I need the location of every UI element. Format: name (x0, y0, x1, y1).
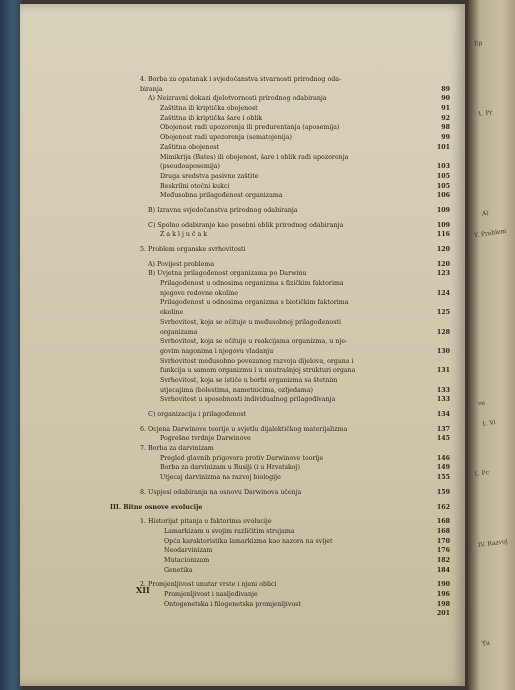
facing-page-text-fragment: Tu (481, 639, 491, 648)
toc-entry-title: A) Povijest problema (148, 260, 215, 268)
facing-page-text-fragment: A) (481, 209, 490, 218)
toc-entry-title: C) organizacija i prilagođenost (148, 411, 247, 418)
toc-entry (110, 192, 450, 202)
toc-entry-page: 89 (441, 85, 450, 93)
facing-page-text-fragment: 1. Pr (477, 109, 493, 118)
toc-entry-page: 91 (441, 105, 450, 113)
toc-entry-page: 168 (436, 527, 450, 535)
toc-entry-title: 4. Borba za opstanak i svjedočanstva stvarnosti prirodnog oda- (140, 76, 342, 83)
toc-entry (110, 504, 450, 514)
toc-entry-page: 92 (441, 114, 450, 122)
toc-entry-title: organizama (160, 328, 198, 336)
toc-entry (110, 309, 450, 319)
toc-entry (110, 231, 450, 241)
toc-entry-page: 182 (436, 556, 450, 564)
toc-entry-title: Svrhovitost, koja se očituje u međusobnoj prilagođenosti (160, 318, 341, 326)
toc-entry (110, 261, 450, 271)
toc-entry-title: Svrhovitost, koja se ističe u borbi organizma sa štetnim (160, 376, 338, 384)
toc-entry (110, 134, 450, 144)
toc-entry-title: 6. Ocjena Darwinove teorije u svjetlu dijalektičkog materijalizma (140, 425, 348, 433)
toc-entry-title: 1. Historijat pitanja o faktorima evolucije (140, 518, 272, 526)
toc-entry (110, 518, 450, 528)
toc-entry (110, 367, 450, 377)
toc-entry-title: utjecajima (bolestima, nametnicima, ozljedama) (160, 386, 313, 394)
toc-entry-title: Opća karakteristika lamarkizma kao nazora na svijet (164, 537, 333, 545)
toc-entry-title: Borba za darvinizam u Rusiji (i u Hrvatskoj) (160, 464, 300, 472)
toc-entry (110, 144, 450, 154)
toc-entry (110, 557, 450, 567)
toc-entry-page: 103 (436, 163, 450, 171)
toc-entry-title: okoline (160, 309, 184, 317)
facing-page-text-fragment: Ep (473, 39, 483, 48)
toc-entry (110, 426, 450, 436)
toc-entry-page: 198 (436, 600, 450, 608)
toc-entry-title: Pogrešne tvrdnje Darwinove (160, 435, 251, 443)
toc-entry-title: govim nagonima i njegovu vladanju (160, 347, 274, 355)
toc-entry (110, 455, 450, 465)
toc-entry-page: 125 (436, 309, 450, 317)
toc-entry-title: Utjecaj darvinizma na razvoj biologije (160, 474, 281, 482)
facing-page-edge (468, 0, 515, 690)
toc-entry (110, 377, 450, 387)
toc-entry (110, 348, 450, 358)
toc-entry-page: 145 (436, 435, 450, 443)
toc-entry-page: 128 (436, 328, 450, 336)
toc-entry-title: Lamarkizam u svojim različitim strujama (164, 527, 295, 535)
toc-entry-title: Ontogenetska i filogenetska promjenljivost (164, 600, 301, 608)
toc-entry-page: 196 (436, 591, 450, 598)
toc-entry (110, 464, 450, 474)
toc-entry-page: 149 (436, 464, 450, 472)
toc-entry (110, 435, 450, 445)
toc-entry-title: Neodarvinizam (164, 547, 213, 555)
toc-entry-page: 123 (436, 270, 450, 278)
toc-entry-page: 176 (436, 547, 450, 555)
toc-entry-page: 146 (436, 454, 450, 462)
toc-entry (110, 387, 450, 397)
toc-entry (110, 173, 450, 183)
toc-entry (110, 445, 450, 455)
toc-entry (110, 115, 450, 125)
book-page (20, 4, 465, 686)
toc-entry-title: Zaštitna ili kriptička obojenost (160, 105, 258, 113)
toc-entry-page: 134 (436, 411, 450, 418)
toc-entry-title: (pseudoaposemija) (160, 163, 221, 171)
toc-entry-title: njegove redovne okoline (160, 289, 238, 297)
table-of-contents (110, 76, 450, 618)
facing-page-text-fragment: 1. Vi (481, 419, 497, 428)
toc-entry-title: B) Uvjetna prilagođenost organizama po Darwinu (148, 270, 307, 278)
toc-entry (110, 246, 450, 256)
toc-entry-page: 106 (436, 192, 450, 200)
toc-entry-page: 120 (436, 260, 450, 268)
toc-entry (110, 280, 450, 290)
facing-page-text-fragment: Y. Problem (473, 227, 507, 240)
toc-entry-title: Z a k l j u č a k (160, 231, 208, 239)
toc-entry-page: 133 (436, 396, 450, 404)
toc-entry-title: A) Neizravni dokazi djelotvornosti prirodnog odabiranja (148, 95, 327, 103)
toc-entry-title: biranja (140, 85, 163, 93)
toc-entry-page: 124 (436, 289, 450, 297)
toc-entry-title: Mutacionizam (164, 556, 210, 564)
toc-entry-title: Svrhovitost u sposobnosti individualnog prilagođivanja (160, 396, 336, 404)
toc-entry (110, 290, 450, 300)
toc-entry (110, 86, 450, 96)
facing-page-text-fragment: 1. Pc (473, 468, 490, 479)
toc-entry-title: 2. Promjenljivost unutar vrste i njeni oblici (140, 581, 277, 589)
toc-entry (110, 538, 450, 548)
toc-entry-title: C) Spolno odabiranje kao posebni oblik prirodnog odabiranja (148, 221, 344, 229)
toc-entry (110, 207, 450, 217)
toc-entry-title: 8. Uspjesi odabiranja na osnovu Darwinova učenja (140, 488, 302, 496)
toc-entry-page: 159 (436, 488, 450, 496)
toc-entry-page: 130 (436, 347, 450, 355)
toc-entry (110, 319, 450, 329)
toc-entry (110, 270, 450, 280)
toc-entry-title: Zaštitna ili kriptička šare i oblik (160, 114, 263, 122)
toc-entry-page: 109 (436, 221, 450, 229)
toc-entry (110, 528, 450, 538)
toc-entry-page: 116 (436, 231, 450, 239)
toc-entry-page: 105 (436, 182, 450, 190)
toc-entry (110, 105, 450, 115)
toc-entry (110, 567, 450, 577)
toc-entry (110, 591, 450, 601)
toc-entry-title: 7. Borba za darvinizam (140, 445, 214, 453)
toc-entry-title: B) Izravna svjedočanstva prirodnog odabiranja (148, 206, 298, 214)
toc-entry-page: 120 (436, 246, 450, 253)
toc-entry-title: Zaštitna obojenost (160, 143, 220, 151)
toc-entry-title: Prilagođenost u odnosima organizma s fizičkim faktorima (160, 280, 344, 288)
toc-entry (110, 183, 450, 193)
toc-entry (110, 489, 450, 499)
toc-entry-page: 184 (436, 566, 450, 574)
toc-entry-title: Međusobna prilagođenost organizama (160, 192, 283, 200)
toc-entry-page: 101 (436, 143, 450, 151)
toc-entry (110, 396, 450, 406)
toc-entry-title: Genetika (164, 566, 193, 574)
toc-entry-page: 137 (436, 425, 450, 433)
toc-entry-title: Svrhovitost međusobno povezanog razvoja dijelova, organa i (160, 357, 354, 365)
toc-entry-page: 90 (441, 95, 450, 103)
toc-entry (110, 222, 450, 232)
toc-entry-page: 109 (436, 206, 450, 214)
toc-entry-page: 105 (436, 172, 450, 180)
toc-entry (110, 581, 450, 591)
toc-entry-page: 99 (441, 134, 450, 142)
toc-entry (110, 329, 450, 339)
toc-entry-page: 162 (436, 503, 450, 511)
toc-entry-title: Beskrilni otočni kukci (160, 182, 230, 190)
toc-entry-title: Obojenost radi upozorenja ili predurentanja (aposemija) (160, 124, 340, 132)
toc-entry-page: 155 (436, 474, 450, 482)
book-binding (0, 0, 22, 690)
toc-entry (110, 95, 450, 105)
toc-entry (110, 154, 450, 164)
page-folio: XII (136, 585, 150, 595)
toc-entry (110, 601, 450, 611)
toc-entry (110, 299, 450, 309)
toc-entry (110, 358, 450, 368)
toc-entry-page: 168 (436, 518, 450, 526)
toc-entry-page: 170 (436, 537, 450, 545)
toc-entry (110, 474, 450, 484)
toc-entry-title: Pregled glavnih prigovora protiv Darwinove teorije (160, 454, 324, 462)
toc-entry (110, 124, 450, 134)
toc-entry-page: 133 (436, 386, 450, 394)
toc-entry-title: Obojenost radi upozorenja (sematojenija) (160, 134, 292, 142)
toc-entry (110, 76, 450, 86)
toc-entry-page: 201 (436, 610, 450, 618)
toc-entry (110, 338, 450, 348)
toc-entry-title: Mimikrija (Bates) ili obojenost, šare i oblik radi upozorenja (160, 153, 349, 161)
facing-page-text-fragment: ve (477, 399, 486, 408)
toc-entry-title: Svrhovitost, koja se očituje u reakcijama organizma, u nje- (160, 338, 348, 346)
toc-entry-title: funkcija u samom organizmu i u unutrašnjoj strukturi organa (160, 367, 356, 375)
toc-entry-title: 5. Problem organske svrhovitosti (140, 246, 246, 253)
toc-entry (110, 163, 450, 173)
facing-page-text-fragment: IV. Razvoj (477, 537, 509, 550)
toc-entry-title: Prilagođenost u odnosima organizma s biotičkim faktorima (160, 299, 349, 307)
toc-entry-title: III. Bitne osnove evolucije (110, 503, 203, 511)
toc-entry-title: Promjenljivost i nasljeđivanje (164, 591, 258, 598)
toc-entry-page: 190 (436, 581, 450, 589)
toc-entry (110, 411, 450, 421)
toc-entry-page: 98 (441, 124, 450, 132)
toc-entry-title: Druga sredstva pasivne zaštite (160, 172, 259, 180)
toc-entry (110, 547, 450, 557)
toc-entry-page: 131 (436, 367, 450, 375)
